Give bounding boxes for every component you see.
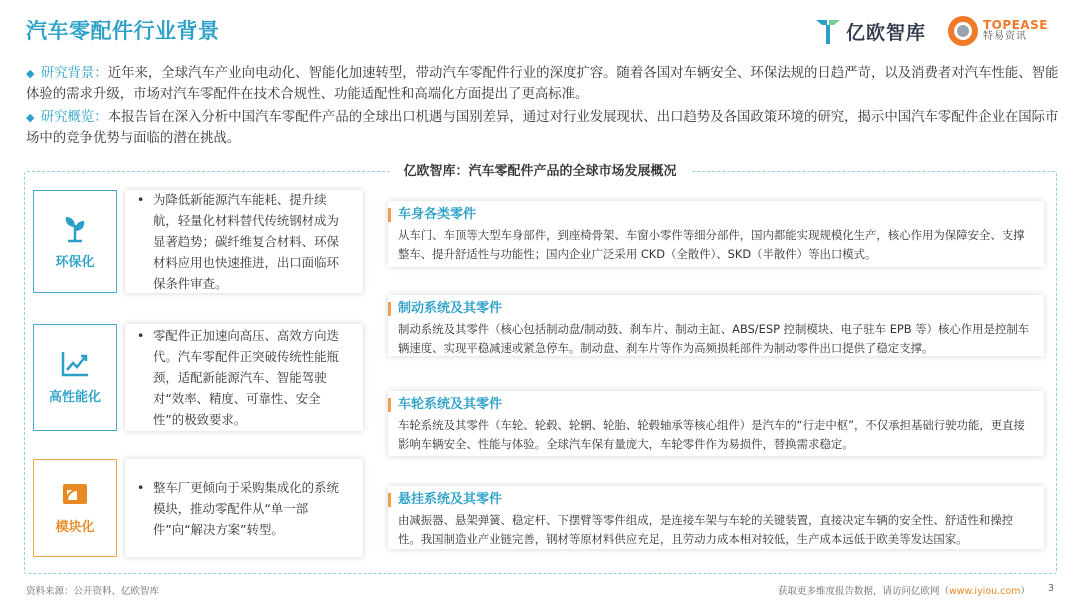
page-title: 汽车零配件行业背景 [26, 19, 220, 43]
part-card-title: 车身各类零件 [398, 207, 477, 222]
part-card-text: 从车门、车顶等大型车身部件，到座椅骨架、车窗小零件等细分部件，国内都能实现规模化生产，核心作用为保障安全、支撑整车、提升舒适性与功能性；国内企业广泛采用 CKD（全散件）、SKD（半散件）等出口模式。 [398, 228, 1025, 261]
part-card-title: 制动系统及其零件 [398, 301, 503, 316]
chart-trend-icon [60, 350, 90, 378]
topease-logo-cn: 特易资讯 [982, 31, 1027, 43]
module-icon [61, 482, 89, 508]
part-card-text: 车轮系统及其零件（车轮、轮毂、轮辋、轮胎、轮毂轴承等核心组件）是汽车的“行走中枢”，不仅承担基础行驶功能，更直接影响车辆安全、性能与体验。全球汽车保有量庞大，车轮零件作为易损件，替换需求稳定。 [398, 418, 1025, 451]
topease-logo [948, 16, 1048, 46]
intro-section [26, 63, 1060, 151]
trend-card-iconbox [33, 459, 117, 557]
iyiou-link[interactable]: www.iyiou.com [948, 586, 1021, 597]
part-card-text: 由减振器、悬架弹簧、稳定杆、下摆臂等零件组成，是连接车架与车轮的关键装置，直接决定车辆的安全性、舒适性和操控性。我国制造业产业链完善，钢材等原材料供应充足，且劳动力成本相对较低，生产成本远低于欧美等发达国家。 [398, 513, 1014, 546]
trend-card-label: 高性能化 [48, 390, 101, 405]
overview-panel-title: 亿欧智库：汽车零配件产品的全球市场发展概况 [389, 160, 690, 179]
research-overview [26, 107, 1060, 149]
more-info-prefix: 获取更多维度报告数据，请访问亿欧网（ [777, 586, 949, 597]
trend-card-modular [33, 459, 363, 557]
topease-logo-en: TOPEASE [982, 18, 1048, 33]
part-card-text: 制动系统及其零件（核心包括制动盘/制动鼓、刹车片、制动主缸、ABS/ESP 控制模块、电子驻车 EPB 等）核心作用是控制车辆速度、实现平稳减速或紧急停车。制动盘、刹车片等作为高频损耗部件为制动零件出口提供了稳定支撑。 [398, 322, 1030, 355]
trend-card-eco [33, 190, 363, 293]
part-card-body [388, 201, 1044, 267]
trend-card-performance [33, 324, 363, 431]
page-number: 3 [1047, 583, 1054, 594]
plant-icon [62, 213, 88, 243]
trend-card-label: 环保化 [55, 255, 95, 270]
research-overview-text: 本报告旨在深入分析中国汽车零配件产品的全球出口机遇与国别差异，通过对行业发展现状、出口趋势及各国政策环境的研究，揭示中国汽车零配件企业在国际市场中的竞争优势与面临的潜在挑战。 [26, 110, 1059, 146]
trend-card-text: • 整车厂更倾向于采购集成化的系统模块，推动零配件从“单一部件”向“解决方案”转型。 [125, 477, 363, 540]
trend-card-iconbox [33, 190, 117, 293]
iyiou-logo-text: 亿欧智库 [845, 21, 926, 44]
trend-card-label: 模块化 [55, 519, 95, 535]
iyiou-logo-mark-icon [814, 16, 842, 46]
diamond-icon: ◆ [26, 67, 35, 80]
research-background-text: 近年来，全球汽车产业向电动化、智能化加速转型，带动汽车零配件行业的深度扩容。随着各国对车辆安全、环保法规的日趋严苛，以及消费者对汽车性能、智能体验的需求升级，市场对汽车零配件在技术合规性、功能适配性和高端化方面提出了更高标准。 [26, 66, 1059, 102]
part-card-suspension [388, 486, 1044, 549]
research-background-label: 研究背景： [40, 66, 108, 81]
source-note: 资料来源：公开资料、亿欧智库 [26, 586, 160, 597]
part-card-title: 悬挂系统及其零件 [398, 492, 503, 507]
part-card-wheel [388, 391, 1044, 456]
research-overview-label: 研究概览： [40, 110, 108, 125]
logo-group [814, 16, 1048, 46]
iyiou-logo [814, 16, 926, 46]
trend-card-iconbox [33, 324, 117, 431]
trend-card-text: • 为降低新能源汽车能耗、提升续航，轻量化材料替代传统钢材成为显著趋势；碳纤维复合材料、环保材料应用也快速推进，出口面临环保条件审查。 [125, 189, 363, 294]
more-info-suffix: ） [1020, 586, 1030, 597]
part-card-title: 车轮系统及其零件 [398, 397, 503, 412]
research-background [26, 63, 1060, 105]
trend-card-text: • 零配件正加速向高压、高效方向迭代。汽车零配件正突破传统性能瓶颈，适配新能源汽车、智能驾驶对“效率、精度、可靠性、安全性”的极致要求。 [125, 325, 363, 430]
diamond-icon: ◆ [26, 111, 35, 124]
more-info-note [778, 583, 1030, 597]
topease-logo-mark-icon [948, 16, 978, 46]
part-card-brake [388, 295, 1044, 356]
